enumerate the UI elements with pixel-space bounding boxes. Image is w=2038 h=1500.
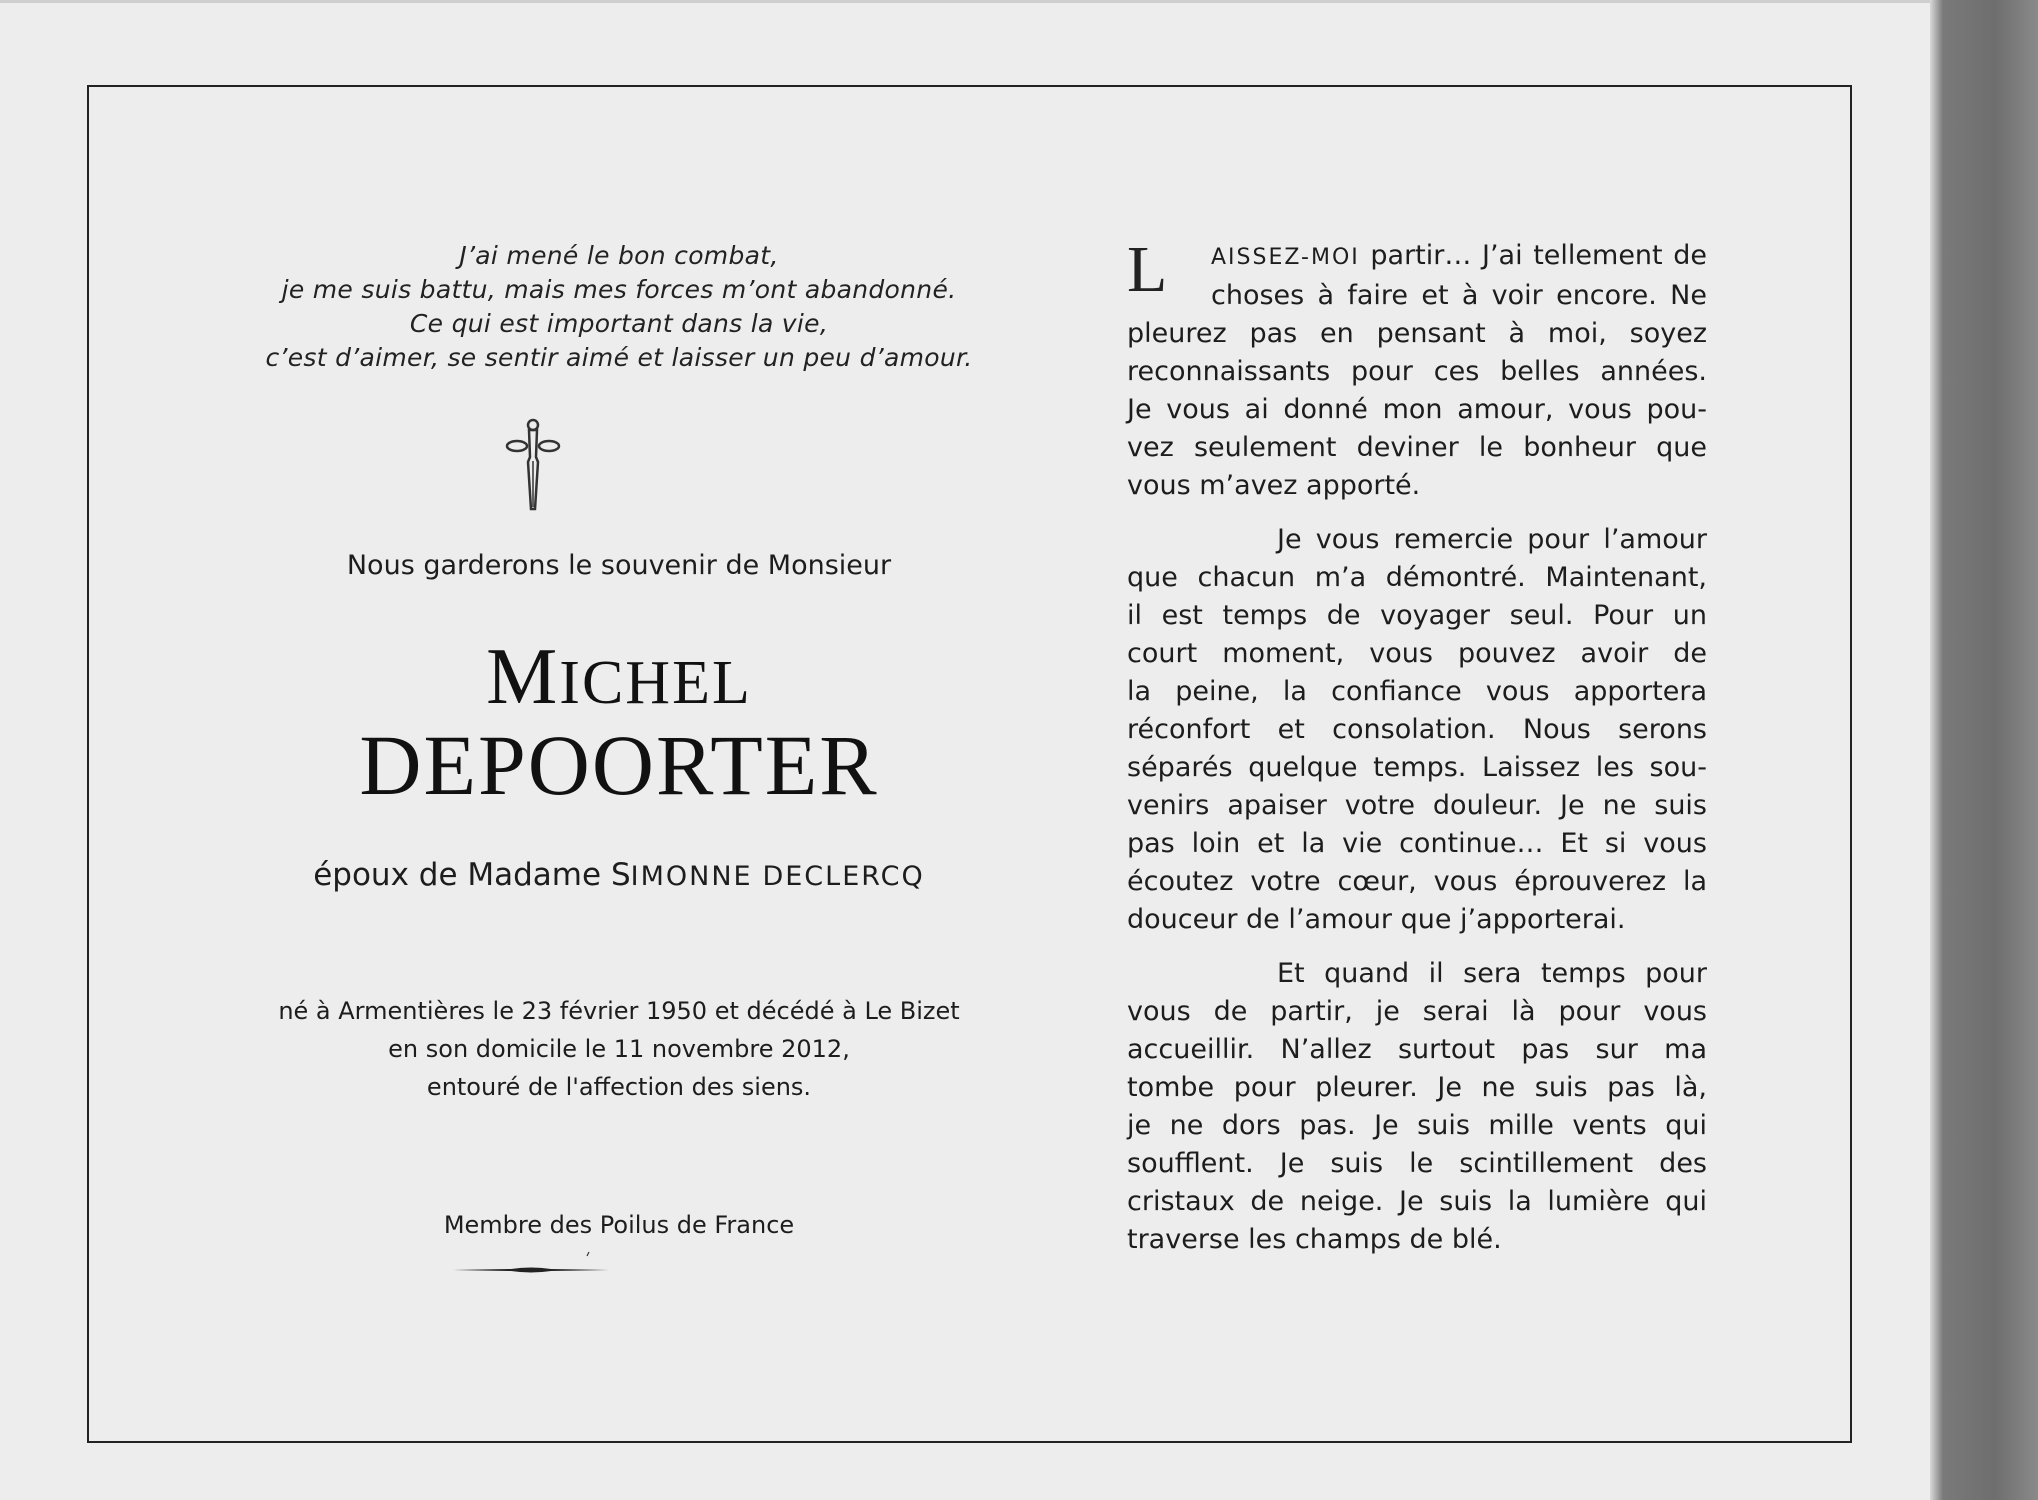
text-line: douceur de l’amour que j’apporterai. bbox=[1127, 904, 1626, 935]
text-line: la peine, la confiance vous apportera bbox=[1127, 676, 1707, 707]
ornament-rule bbox=[451, 1249, 611, 1279]
first-name-initial: M bbox=[486, 633, 560, 721]
birth-line: en son domicile le 11 novembre 2012, bbox=[388, 1035, 850, 1063]
text-line: que chacun m’a démontré. Maintenant, bbox=[1127, 562, 1707, 593]
cross-icon bbox=[505, 417, 561, 517]
poem-line: c’est d’aimer, se sentir aimé et laisser un peu d’amour. bbox=[265, 343, 973, 372]
text-line: vous m’avez apporté. bbox=[1127, 470, 1421, 501]
poem bbox=[89, 239, 1149, 375]
intro-text: Nous garderons le souvenir de Monsieur bbox=[346, 550, 892, 581]
text-line: réconfort et consolation. Nous serons bbox=[1127, 714, 1707, 745]
text-line: Je vous ai donné mon amour, vous pou- bbox=[1127, 394, 1707, 425]
birth-line: entouré de l'affection des siens. bbox=[426, 1073, 812, 1101]
spouse-first-initial: S bbox=[610, 857, 631, 893]
spouse-last-name: DECLERCQ bbox=[762, 861, 925, 892]
birth-line: né à Armentières le 23 février 1950 et décédé à Le Bizet bbox=[278, 997, 960, 1025]
text-line: Et quand il sera temps pour bbox=[1277, 958, 1707, 989]
text-line: pleurez pas en pensant à moi, soyez bbox=[1127, 318, 1707, 349]
text-line: vez seulement deviner le bonheur que bbox=[1127, 432, 1707, 463]
text-line: pas loin et la vie continue… Et si vous bbox=[1127, 828, 1707, 859]
poem-line: je me suis battu, mais mes forces m’ont abandonné. bbox=[281, 275, 957, 304]
membership-text: Membre des Poilus de France bbox=[443, 1211, 795, 1239]
poem-line: Ce qui est important dans la vie, bbox=[409, 309, 829, 338]
text-line-rest: partir… J’ai tellement de bbox=[1359, 240, 1707, 271]
text-line: tombe pour pleurer. Je ne suis pas là, bbox=[1127, 1072, 1707, 1103]
drop-cap-rest: AISSEZ-MOI bbox=[1211, 245, 1360, 270]
scan-top-edge bbox=[0, 0, 1930, 3]
text-line: reconnaissants pour ces belles années. bbox=[1127, 356, 1707, 387]
deceased-first-name bbox=[89, 633, 1149, 721]
text-line: écoutez votre cœur, vous éprouverez la bbox=[1127, 866, 1707, 897]
text-line: venirs apaiser votre douleur. Je ne suis bbox=[1127, 790, 1707, 821]
text-line: soufflent. Je suis le scintillement des bbox=[1127, 1148, 1707, 1179]
right-text-panel bbox=[1127, 233, 1707, 1275]
text-line: court moment, vous pouvez avoir de bbox=[1127, 638, 1707, 669]
text-line: cristaux de neige. Je suis la lumière qui bbox=[1127, 1186, 1707, 1217]
text-line: Je vous remercie pour l’amour bbox=[1277, 524, 1707, 555]
paragraph-1 bbox=[1127, 233, 1707, 505]
spouse-first-rest: IMONNE bbox=[630, 861, 753, 892]
text-line: choses à faire et à voir encore. Ne bbox=[1211, 280, 1707, 311]
text-line: séparés quelque temps. Laissez les sou- bbox=[1127, 752, 1707, 783]
text-line: il est temps de voyager seul. Pour un bbox=[1127, 600, 1707, 631]
drop-cap: L bbox=[1127, 233, 1168, 306]
scan-side-edge bbox=[1930, 0, 2038, 1500]
text-line: vous de partir, je serai là pour vous bbox=[1127, 996, 1707, 1027]
deceased-last-name: DEPOORTER bbox=[359, 717, 879, 813]
birth-death-info bbox=[89, 992, 1149, 1106]
paragraph-2 bbox=[1127, 521, 1707, 939]
left-panel bbox=[89, 87, 1149, 1441]
poem-line: J’ai mené le bon combat, bbox=[459, 241, 779, 270]
memorial-card bbox=[87, 85, 1852, 1443]
text-line: je ne dors pas. Je suis mille vents qui bbox=[1127, 1110, 1707, 1141]
first-name-rest: ICHEL bbox=[559, 649, 752, 717]
text-line: accueillir. N’allez surtout pas sur ma bbox=[1127, 1034, 1707, 1065]
spouse-line bbox=[89, 857, 1149, 893]
text-line: traverse les champs de blé. bbox=[1127, 1224, 1502, 1255]
spouse-prefix: époux de Madame bbox=[313, 857, 602, 893]
paragraph-3 bbox=[1127, 955, 1707, 1259]
